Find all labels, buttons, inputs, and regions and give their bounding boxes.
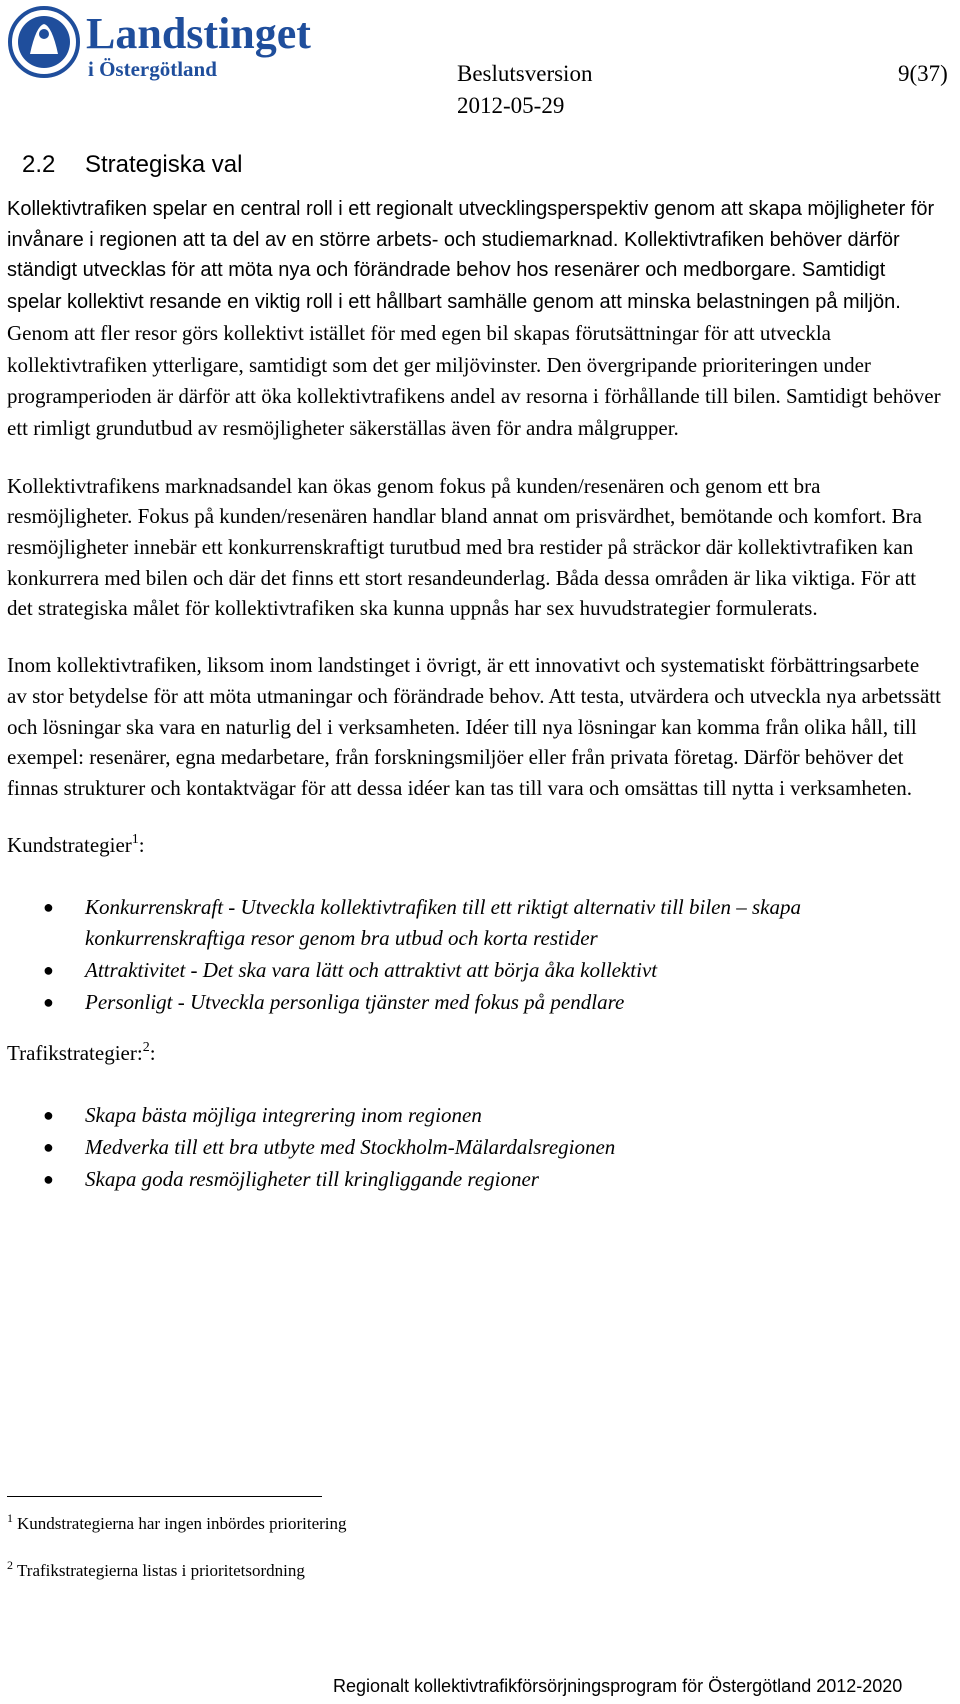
paragraph-1-part-b: Genom att fler resor görs kollektivt istället för med egen bil skapas förutsättningar för att utveckla kollektivtrafiken ytterligare, samtidigt som det ger miljövinster. Den övergripande prioriteringen under programperioden är därför att öka kollektivtrafikens andel av resorna i förhållande till bilen. Samtidigt behöver ett rimligt grundutbud av resmöjligheter säkerställas även för andra målgrupper. [7, 320, 941, 440]
list-item [7, 1100, 942, 1131]
footnote-2 [7, 1559, 305, 1583]
footnote-number: 1 [7, 1511, 13, 1525]
list-item [7, 955, 942, 986]
bullet-icon: ● [43, 1168, 54, 1189]
list-item-text: Skapa bästa möjliga integrering inom regionen [85, 1102, 482, 1127]
list-item-text: Konkurrenskraft - Utveckla kollektivtrafiken till ett riktigt alternativ till bilen – skapa konkurrenskraftiga resor genom bra utbud och korta restider [85, 894, 801, 950]
footnote-text: Kundstrategierna har ingen inbördes prioritering [17, 1514, 347, 1533]
bullet-icon: ● [43, 896, 54, 917]
trafikstrategier-label [7, 1038, 942, 1068]
trafikstrategier-label-text: Trafikstrategier: [7, 1040, 143, 1065]
list-item-text: Attraktivitet - Det ska vara lätt och attraktivt att börja åka kollektivt [85, 957, 658, 982]
bullet-icon: ● [43, 991, 54, 1012]
footnote-number: 2 [7, 1558, 13, 1572]
logo-wordmark: Landstinget [86, 9, 311, 58]
list-item [7, 1132, 942, 1163]
footnote-divider [7, 1496, 322, 1497]
paragraph-3: Inom kollektivtrafiken, liksom inom landstinget i övrigt, är ett innovativt och systematiskt förbättringsarbete av stor betydelse för att möta utmaningar och förändrade behov. Att testa, utvärdera och utveckla nya arbetssätt och lösningar ska vara en naturlig del i verksamheten. Idéer till nya lösningar kan komma från olika håll, till exempel: resenärer, egna medarbetare, från forskningsmiljöer eller från privata företag. Därför behöver det finnas strukturer och kontaktvägar för att dessa idéer kan tas till vara och omsättas till nytta i verksamheten. [7, 653, 941, 800]
bullet-icon: ● [43, 1104, 54, 1125]
page-number: 9(37) [898, 61, 948, 86]
kundstrategier-label-text: Kundstrategier [7, 832, 132, 857]
footnote-ref-1: 1 [131, 831, 139, 847]
list-item-text: Skapa goda resmöjligheter till kringliggande regioner [85, 1166, 539, 1191]
document-body [7, 194, 942, 1215]
logo-emblem-icon [10, 8, 78, 76]
paragraph-1 [7, 194, 942, 445]
kundstrategier-list [7, 892, 942, 1018]
bullet-icon: ● [43, 959, 54, 980]
paragraph-2: Kollektivtrafikens marknadsandel kan ökas genom fokus på kunden/resenären och genom ett bra resmöjligheter. Fokus på kunden/resenären handlar bland annat om prisvärdhet, bemötande och komfort. Bra resmöjligheter innebär ett konkurrenskraftigt turutbud med bra restider på sträckor där kollektivtrafiken kan konkurrera med bilen och där det finns ett stort resandeunderlag. Båda dessa områden är lika viktiga. För att det strategiska målet för kollektivtrafiken ska kunna uppnås har sex huvudstrategier formulerats. [7, 473, 922, 621]
logo-subtitle: i Östergötland [88, 57, 217, 81]
list-item [7, 1164, 942, 1195]
document-version: Beslutsversion [457, 61, 593, 86]
list-item [7, 892, 942, 954]
list-item-text: Personligt - Utveckla personliga tjänster med fokus på pendlare [85, 989, 625, 1014]
footnote-ref-2: 2 [142, 1039, 150, 1055]
list-item-text: Medverka till ett bra utbyte med Stockholm-Mälardalsregionen [85, 1134, 616, 1159]
bullet-icon: ● [43, 1136, 54, 1157]
list-item [7, 987, 942, 1018]
landstinget-logo [6, 4, 336, 82]
page-footer: Regionalt kollektivtrafikförsörjningsprogram för Östergötland 2012-2020 [333, 1676, 903, 1696]
section-title: Strategiska val [85, 151, 243, 178]
paragraph-1-part-a: Kollektivtrafiken spelar en central roll i ett regionalt utvecklingsperspektiv genom att skapa möjligheter för invånare i regionen att ta del av en större arbets- och studiemarknad. Kollektivtrafiken behöver därför ständigt utvecklas för att möta nya och förändrade behov hos resenärer och medborgare. Samtidigt spelar kollektivt resande en viktig roll i ett hållbart samhälle genom att minska belastningen på miljön. [7, 198, 935, 314]
section-number: 2.2 [22, 151, 56, 178]
kundstrategier-label [7, 830, 942, 860]
trafikstrategier-list [7, 1100, 942, 1195]
footnote-1 [7, 1512, 347, 1536]
kundstrategier-colon: : [138, 832, 145, 857]
document-date: 2012-05-29 [457, 93, 565, 118]
footnote-text: Trafikstrategierna listas i prioritetsordning [17, 1561, 305, 1580]
trafikstrategier-colon: : [149, 1040, 156, 1065]
section-heading [22, 148, 242, 182]
